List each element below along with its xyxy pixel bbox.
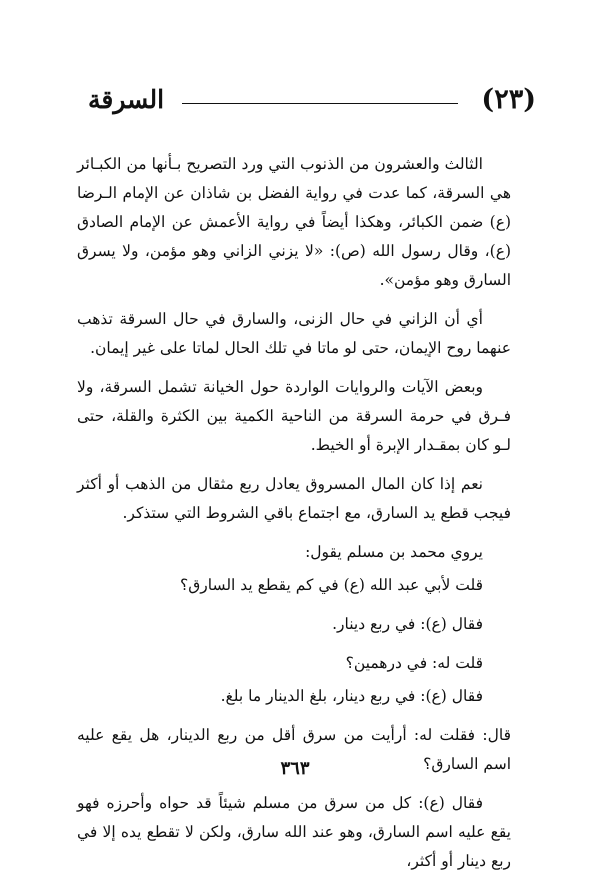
paragraph: قلت له: في درهمين؟ (345, 654, 483, 672)
paragraph: نعم إذا كان المال المسروق يعادل ربع مثقال من الذهب أو أكثر فيجب قطع يد السارق، مع اجتماع باقي الشروط التي ستذكر. (77, 475, 511, 522)
chapter-title: السرقة (88, 85, 165, 114)
paragraph: فقال (ع): في ربع دينار. (332, 615, 483, 633)
page-number: ٣٦٣ (280, 758, 310, 779)
paragraph: فقال (ع): كل من سرق من مسلم شيئاً قد حواه وأحرزه فهو يقع عليه اسم السارق، وهو عند الله سارق، ولكن لا تقطع يده إلا في ربع دينار أو أكثر، (77, 794, 511, 870)
paragraph: أي أن الزاني في حال الزنى، والسارق في حال السرقة تذهب عنهما روح الإيمان، حتى لو ماتا في تلك الحال لماتا على غير إيمان. (77, 310, 511, 357)
chapter-header (88, 80, 536, 120)
header-rule (182, 103, 458, 104)
chapter-number: (٢٣) (481, 84, 536, 115)
paragraph: قلت لأبي عبد الله (ع) في كم يقطع يد السارق؟ (180, 576, 483, 594)
paragraph: يروي محمد بن مسلم يقول: (305, 543, 483, 561)
paragraph: وبعض الآيات والروايات الواردة حول الخيانة تشمل السرقة، ولا فـرق في حرمة السرقة من الناحية الكمية بين الكثرة والقلة، حتى لـو كان بمقـدار الإبرة أو الخيط. (77, 378, 511, 454)
paragraph: الثالث والعشرون من الذنوب التي ورد التصريح بـأنها من الكبـائر هي السرقة، كما عدت في رواية الفضل بن شاذان عن الإمام الـرضا (ع) ضمن الكبائر، وهكذا أيضاً في رواية الأعمش عن الإمام الصادق (ع)، وقال رسول الله (ص): «لا يزني الزاني وهو مؤمن، ولا يسرق السارق وهو مؤمن». (77, 155, 511, 289)
paragraph: قال: فقلت له: أرأيت من سرق أقل من ربع الدينار، هل يقع عليه اسم السارق؟ (77, 726, 511, 773)
paragraph: فقال (ع): في ربع دينار، بلغ الدينار ما بلغ. (220, 687, 483, 705)
